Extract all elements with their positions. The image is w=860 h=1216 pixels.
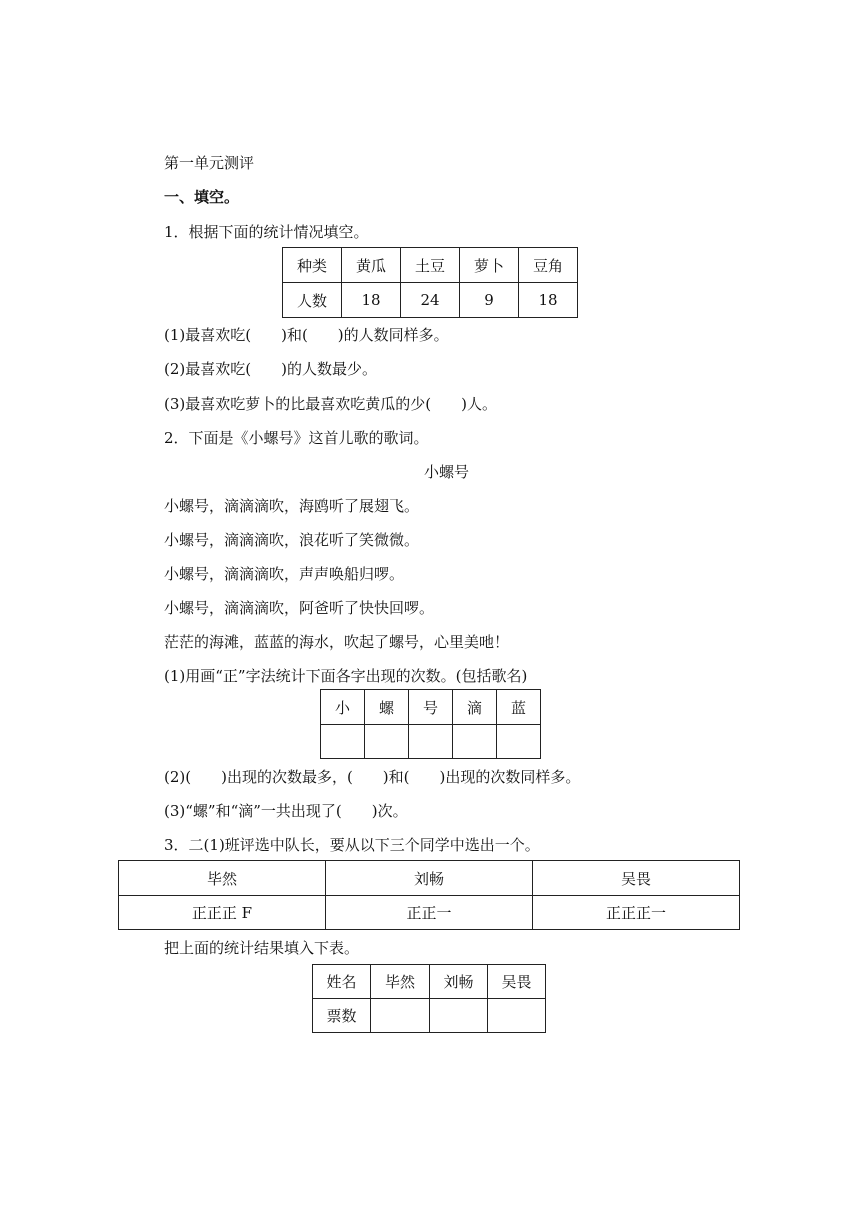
q2-prompt: 2．下面是《小螺号》这首儿歌的歌词。 bbox=[164, 429, 429, 447]
q1-sub-2: (2)最喜欢吃( )的人数最少。 bbox=[164, 360, 377, 378]
q2-table-answer-row bbox=[321, 725, 541, 759]
q3-result-answer-cell bbox=[371, 999, 430, 1033]
q2-answer-cell bbox=[497, 725, 541, 759]
tally-marks: 正正正一 bbox=[533, 896, 740, 930]
q1-row-label: 人数 bbox=[283, 283, 342, 318]
q3-vote-name-row bbox=[119, 861, 740, 896]
q2-tally-table bbox=[320, 689, 541, 759]
q3-result-answer-cell bbox=[430, 999, 488, 1033]
lyric-line: 茫茫的海滩，蓝蓝的海水，吹起了螺号，心里美吔！ bbox=[164, 633, 510, 651]
q2-header-cell: 蓝 bbox=[497, 690, 541, 725]
unit-title: 第一单元测评 bbox=[164, 154, 255, 172]
q1-value-cell: 9 bbox=[460, 283, 519, 318]
q1-table-data-row bbox=[283, 283, 578, 318]
q2-answer-cell bbox=[321, 725, 365, 759]
lyric-line: 小螺号，滴滴滴吹，声声唤船归啰。 bbox=[164, 565, 405, 583]
lyric-line: 小螺号，滴滴滴吹，海鸥听了展翅飞。 bbox=[164, 497, 420, 515]
tally-marks: 正正正 F bbox=[119, 896, 326, 930]
q1-header-cell: 豆角 bbox=[519, 248, 578, 283]
q2-table-header-row bbox=[321, 690, 541, 725]
q2-answer-cell bbox=[365, 725, 409, 759]
q2-answer-cell bbox=[409, 725, 453, 759]
tally-marks: 正正一 bbox=[326, 896, 533, 930]
q2-header-cell: 螺 bbox=[365, 690, 409, 725]
q2-sub-2: (2)( )出现的次数最多，( )和( )出现的次数同样多。 bbox=[164, 768, 581, 786]
candidate-name: 刘畅 bbox=[326, 861, 533, 896]
lyric-line: 小螺号，滴滴滴吹，浪花听了笑微微。 bbox=[164, 531, 420, 549]
q2-sub-1: (1)用画“正”字法统计下面各字出现的次数。(包括歌名) bbox=[164, 667, 528, 685]
q1-table-header-row bbox=[283, 248, 578, 283]
q1-sub-1: (1)最喜欢吃( )和( )的人数同样多。 bbox=[164, 326, 449, 344]
q3-result-header-cell: 刘畅 bbox=[430, 965, 488, 999]
q1-value-cell: 18 bbox=[342, 283, 401, 318]
lyric-line: 小螺号，滴滴滴吹，阿爸听了快快回啰。 bbox=[164, 599, 435, 617]
q1-sub-3: (3)最喜欢吃萝卜的比最喜欢吃黄瓜的少( )人。 bbox=[164, 395, 497, 413]
song-title: 小螺号 bbox=[424, 463, 470, 481]
q3-result-header-cell: 姓名 bbox=[313, 965, 371, 999]
q1-header-cell: 种类 bbox=[283, 248, 342, 283]
q2-header-cell: 号 bbox=[409, 690, 453, 725]
q2-answer-cell bbox=[453, 725, 497, 759]
q3-result-header-cell: 吴畏 bbox=[488, 965, 546, 999]
q1-header-cell: 萝卜 bbox=[460, 248, 519, 283]
q3-result-header-row bbox=[313, 965, 546, 999]
q1-header-cell: 土豆 bbox=[401, 248, 460, 283]
q2-sub-3: (3)“螺”和“滴”一共出现了( )次。 bbox=[164, 802, 408, 820]
q1-value-cell: 24 bbox=[401, 283, 460, 318]
q3-vote-tally-row bbox=[119, 896, 740, 930]
q2-header-cell: 滴 bbox=[453, 690, 497, 725]
q3-vote-table bbox=[118, 860, 740, 930]
q3-prompt: 3．二(1)班评选中队长，要从以下三个同学中选出一个。 bbox=[164, 836, 540, 854]
q3-result-answer-row bbox=[313, 999, 546, 1033]
q1-prompt: 1．根据下面的统计情况填空。 bbox=[164, 223, 369, 241]
q1-table bbox=[282, 247, 578, 318]
q3-result-row-label: 票数 bbox=[313, 999, 371, 1033]
section-title: 一、填空。 bbox=[164, 188, 240, 206]
q3-result-table bbox=[312, 964, 546, 1033]
q3-result-header-cell: 毕然 bbox=[371, 965, 430, 999]
q3-instruction: 把上面的统计结果填入下表。 bbox=[164, 939, 360, 957]
q1-header-cell: 黄瓜 bbox=[342, 248, 401, 283]
q1-value-cell: 18 bbox=[519, 283, 578, 318]
q2-header-cell: 小 bbox=[321, 690, 365, 725]
candidate-name: 吴畏 bbox=[533, 861, 740, 896]
q3-result-answer-cell bbox=[488, 999, 546, 1033]
candidate-name: 毕然 bbox=[119, 861, 326, 896]
